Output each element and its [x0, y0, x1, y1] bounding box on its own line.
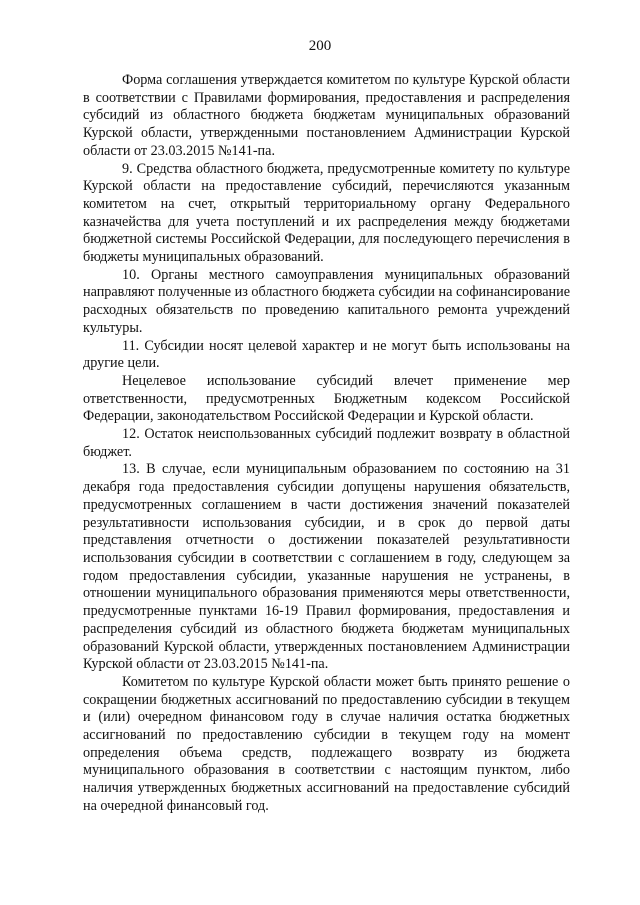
paragraph-item-13: 13. В случае, если муниципальным образованием по состоянию на 31 декабря года предоставления субсидии допущены нарушения обязательств, предусмотренных соглашением в части достижения значений показателей результативности использования субсидии, и в срок до первой даты представления отчетности о достижении показателей результативности использования субсидии в соответствии с соглашением в году, следующем за годом предоставления субсидии, указанные нарушения не устранены, в отношении муниципального образования применяются меры ответственности, предусмотренные пунктами 16-19 Правил формирования, предоставления и распределения субсидий из областного бюджета бюджетам муниципальных образований Курской области, утвержденных постановлением Администрации Курской области от 23.03.2015 №141-па. — [83, 461, 570, 673]
paragraph-misuse: Нецелевое использование субсидий влечет применение мер ответственности, предусмотренных Бюджетным кодексом Российской Федерации, законодательством Российской Федерации и Курской области. — [83, 372, 570, 425]
paragraph-item-12: 12. Остаток неиспользованных субсидий подлежит возврату в областной бюджет. — [83, 426, 570, 460]
paragraph-agreement-form: Форма соглашения утверждается комитетом по культуре Курской области в соответствии с Правилами формирования, предоставления и распределения субсидий из областного бюджета бюджетам муниципальных образований Курской области, утвержденными постановлением Администрации Курской области от 23.03.2015 №141-па. — [83, 72, 570, 159]
paragraph-reduction: Комитетом по культуре Курской области может быть принято решение о сокращении бюджетных ассигнований по предоставлению субсидии в текущем и (или) очередном финансовом году в случае наличия остатка бюджетных ассигнований по предоставлению субсидии в текущем году на момент определения объема средств, подлежащего возврату из бюджета муниципального образования в соответствии с настоящим пунктом, либо наличия утвержденных бюджетных ассигнований на предоставление субсидий на очередной финансовый год. — [83, 673, 570, 814]
document-body — [83, 72, 570, 816]
paragraph-item-10: 10. Органы местного самоуправления муниципальных образований направляют полученные из областного бюджета субсидии на софинансирование расходных обязательств по проведению капитального ремонта учреждений культуры. — [83, 266, 570, 336]
paragraph-item-9: 9. Средства областного бюджета, предусмотренные комитету по культуре Курской области на предоставление субсидий, перечисляются указанным комитетом на счет, открытый территориальному органу Федерального казначейства для учета поступлений и их распределения между бюджетами бюджетной системы Российской Федерации, для последующего перечисления в бюджеты муниципальных образований. — [83, 160, 570, 266]
paragraph-item-11: 11. Субсидии носят целевой характер и не могут быть использованы на другие цели. — [83, 337, 570, 372]
page-number: 200 — [308, 38, 332, 54]
